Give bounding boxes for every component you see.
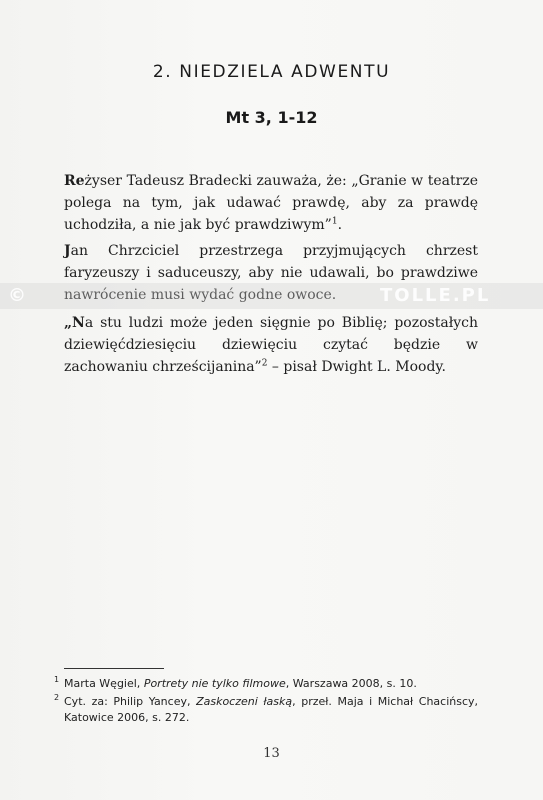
- paragraph-3: [64, 312, 478, 378]
- copyright-mark: ©: [8, 285, 28, 306]
- paragraph-initial: „N: [64, 315, 85, 331]
- chapter-title: 2. NIEDZIELA ADWENTU: [152, 62, 391, 82]
- footnote-divider: [64, 668, 164, 669]
- paragraph-tail: .: [337, 217, 343, 233]
- footnotes: [54, 675, 479, 728]
- footnote-body: [64, 694, 478, 726]
- footnote-body: [64, 676, 478, 692]
- footnote-rest: , przeł. Maja i Michał Chacińscy, Katowice 2006, s. 272.: [64, 695, 479, 724]
- paragraph-text: żyser Tadeusz Bradecki zauważa, że: „Granie w teatrze polega na tym, jak udawać prawdę, aby za prawdę uchodziła, a nie jak być prawdziwym”: [64, 173, 478, 233]
- footnote-number: 2: [54, 693, 60, 702]
- page-number: 13: [263, 746, 280, 761]
- paragraph-initial: Re: [64, 173, 85, 189]
- footnote-rest: , Warszawa 2008, s. 10.: [285, 677, 417, 690]
- scripture-reference: Mt 3, 1-12: [225, 108, 318, 127]
- paragraph-initial: J: [64, 243, 71, 259]
- paragraph-text: a stu ludzi może jeden sięgnie po Biblię; pozostałych dziewięćdziesięciu dziewięciu czytać będzie w zachowaniu chrześcijanina”: [64, 315, 478, 375]
- footnote-author: Marta Węgiel,: [64, 677, 144, 690]
- footnote-reference: 1: [331, 216, 338, 227]
- paragraph-1: [64, 170, 478, 236]
- footnote-1: [54, 675, 478, 692]
- footnote-title: Portrety nie tylko filmowe: [143, 677, 286, 690]
- paragraph-tail: – pisał Dwight L. Moody.: [267, 359, 446, 375]
- paragraph-2: [64, 240, 478, 306]
- paragraph-text: an Chrzciciel przestrzega przyjmujących chrzest faryzeuszy i saduceuszy, aby nie udawali, bo prawdziwe nawrócenie musi wydać godne owoce.: [64, 243, 478, 303]
- footnote-number: 1: [54, 675, 60, 684]
- footnote-2: [54, 693, 479, 726]
- footnote-title: Zaskoczeni łaską: [196, 695, 293, 708]
- footnote-author: Cyt. za: Philip Yancey,: [64, 695, 197, 708]
- footnote-reference: 2: [261, 358, 268, 369]
- watermark-text: TOLLE.PL: [380, 285, 491, 306]
